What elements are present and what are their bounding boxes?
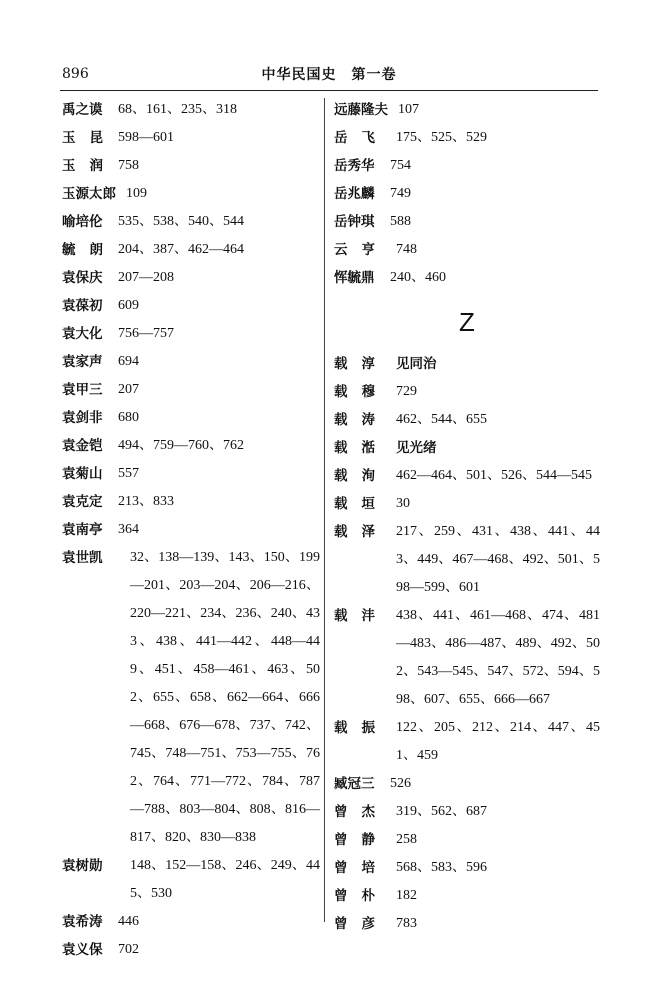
entry-name: 喻培伦 xyxy=(62,214,103,230)
entry-pages: 535、538、540、544 xyxy=(118,214,244,229)
index-entry xyxy=(62,292,320,320)
entry-name: 袁世凯 xyxy=(62,550,103,566)
index-entry xyxy=(62,852,320,908)
index-entry xyxy=(62,180,320,208)
index-entry xyxy=(334,826,600,854)
page-number: 896 xyxy=(62,66,89,82)
index-entry xyxy=(62,516,320,544)
index-entry xyxy=(334,152,600,180)
section-letter: Z xyxy=(459,307,475,337)
index-entry xyxy=(62,404,320,432)
entry-name: 玉源太郎 xyxy=(62,186,116,202)
entry-name: 载涛 xyxy=(334,412,389,428)
entry-pages: 182 xyxy=(396,888,417,903)
index-entry xyxy=(62,348,320,376)
entry-name: 袁保庆 xyxy=(62,270,103,286)
entry-name: 载洵 xyxy=(334,468,389,484)
right-column xyxy=(334,96,600,938)
index-entry xyxy=(334,602,600,714)
index-entry xyxy=(334,798,600,826)
entry-pages: 见光绪 xyxy=(396,440,437,456)
entry-name: 袁义保 xyxy=(62,942,103,958)
index-entry xyxy=(62,208,320,236)
entry-name: 袁希涛 xyxy=(62,914,103,930)
entry-pages: 494、759—760、762 xyxy=(118,438,244,453)
entry-pages: 557 xyxy=(118,466,139,481)
entry-name: 岳钟琪 xyxy=(334,214,375,230)
entry-pages: 见同治 xyxy=(396,356,437,372)
left-column xyxy=(62,96,320,964)
index-entry xyxy=(334,350,600,378)
entry-pages: 609 xyxy=(118,298,139,313)
index-entry xyxy=(334,208,600,236)
entry-name: 曾彦 xyxy=(334,916,389,932)
entry-pages: 217、259、431、438、441、443、449、467—468、492、501、598—599、601 xyxy=(396,524,600,595)
index-entry xyxy=(62,936,320,964)
index-entry xyxy=(62,96,320,124)
entry-name: 禹之谟 xyxy=(62,102,103,118)
column-divider xyxy=(324,98,325,922)
index-entry xyxy=(334,378,600,406)
entry-pages: 526 xyxy=(390,776,411,791)
index-entry xyxy=(62,236,320,264)
right-column-bottom-entries xyxy=(334,350,600,938)
index-entry xyxy=(334,490,600,518)
index-entry xyxy=(334,462,600,490)
index-entry xyxy=(334,770,600,798)
index-entry xyxy=(334,124,600,152)
index-entry xyxy=(62,908,320,936)
entry-pages: 30 xyxy=(396,496,410,511)
index-entry xyxy=(62,544,320,852)
entry-pages: 175、525、529 xyxy=(396,130,487,145)
entry-pages: 754 xyxy=(390,158,411,173)
entry-pages: 598—601 xyxy=(118,130,174,145)
entry-pages: 364 xyxy=(118,522,139,537)
entry-pages: 109 xyxy=(126,186,147,201)
entry-name: 曾静 xyxy=(334,832,389,848)
entry-pages: 568、583、596 xyxy=(396,860,487,875)
entry-pages: 207—208 xyxy=(118,270,174,285)
entry-pages: 240、460 xyxy=(390,270,446,285)
entry-name: 载穆 xyxy=(334,384,389,400)
index-entry xyxy=(334,264,600,292)
entry-name: 曾杰 xyxy=(334,804,389,820)
entry-name: 云亨 xyxy=(334,242,389,258)
entry-name: 袁大化 xyxy=(62,326,103,342)
entry-pages: 68、161、235、318 xyxy=(118,102,237,117)
entry-pages: 748 xyxy=(396,242,417,257)
entry-pages: 148、152—158、246、249、445、530 xyxy=(130,858,320,901)
entry-pages: 758 xyxy=(118,158,139,173)
index-entry xyxy=(334,236,600,264)
entry-name: 载沣 xyxy=(334,608,389,624)
entry-pages: 749 xyxy=(390,186,411,201)
entry-pages: 756—757 xyxy=(118,326,174,341)
index-entry xyxy=(334,854,600,882)
entry-name: 袁南亭 xyxy=(62,522,103,538)
entry-pages: 702 xyxy=(118,942,139,957)
index-entry xyxy=(62,376,320,404)
index-entry xyxy=(62,432,320,460)
entry-pages: 588 xyxy=(390,214,411,229)
entry-name: 袁家声 xyxy=(62,354,103,370)
entry-name: 载淳 xyxy=(334,356,389,372)
index-entry xyxy=(334,180,600,208)
index-entry xyxy=(62,460,320,488)
entry-pages: 462、544、655 xyxy=(396,412,487,427)
entry-pages: 107 xyxy=(398,102,419,117)
entry-name: 远藤隆夫 xyxy=(334,102,388,118)
index-entry xyxy=(334,434,600,462)
entry-name: 袁金铠 xyxy=(62,438,103,454)
entry-name: 载泽 xyxy=(334,524,389,540)
entry-pages: 32、138—139、143、150、199—201、203—204、206—216、220—221、234、236、240、433、438、441—442、448—449、451、458—461、463、502、655、658、662—664、666—668、676—678、737、742、745、748—751、753—755、762、764、771—772、784、787—788、803—804、808、816—817、820、830—838 xyxy=(130,550,320,845)
entry-pages: 213、833 xyxy=(118,494,174,509)
entry-name: 袁甲三 xyxy=(62,382,103,398)
index-entry xyxy=(62,488,320,516)
entry-name: 袁菊山 xyxy=(62,466,103,482)
entry-name: 袁树勋 xyxy=(62,858,103,874)
entry-pages: 258 xyxy=(396,832,417,847)
index-entry xyxy=(62,124,320,152)
entry-name: 袁克定 xyxy=(62,494,103,510)
entry-name: 臧冠三 xyxy=(334,776,375,792)
entry-pages: 446 xyxy=(118,914,139,929)
entry-pages: 680 xyxy=(118,410,139,425)
entry-name: 玉昆 xyxy=(62,130,117,146)
header-rule xyxy=(60,90,598,91)
entry-pages: 462—464、501、526、544—545 xyxy=(396,468,592,483)
entry-name: 袁葆初 xyxy=(62,298,103,314)
entry-name: 玉润 xyxy=(62,158,117,174)
entry-name: 岳兆麟 xyxy=(334,186,375,202)
index-entry xyxy=(334,714,600,770)
entry-pages: 694 xyxy=(118,354,139,369)
entry-pages: 207 xyxy=(118,382,139,397)
right-column-top-entries xyxy=(334,96,600,292)
entry-name: 曾朴 xyxy=(334,888,389,904)
entry-name: 岳飞 xyxy=(334,130,389,146)
book-title: 中华民国史 第一卷 xyxy=(261,67,397,83)
entry-name: 岳秀华 xyxy=(334,158,375,174)
index-entry xyxy=(334,96,600,124)
index-entry xyxy=(334,518,600,602)
entry-name: 曾培 xyxy=(334,860,389,876)
entry-name: 载垣 xyxy=(334,496,389,512)
page-header xyxy=(62,60,596,90)
entry-name: 恽毓鼎 xyxy=(334,270,375,286)
index-entry xyxy=(334,882,600,910)
index-entry xyxy=(62,320,320,348)
index-entry xyxy=(62,264,320,292)
index-entry xyxy=(62,152,320,180)
entry-pages: 319、562、687 xyxy=(396,804,487,819)
index-entry xyxy=(334,406,600,434)
entry-pages: 729 xyxy=(396,384,417,399)
entry-pages: 783 xyxy=(396,916,417,931)
entry-name: 载湉 xyxy=(334,440,389,456)
entry-name: 袁剑非 xyxy=(62,410,103,426)
entry-name: 毓朗 xyxy=(62,242,117,258)
entry-pages: 122、205、212、214、447、451、459 xyxy=(396,720,600,763)
entry-pages: 204、387、462—464 xyxy=(118,242,244,257)
entry-pages: 438、441、461—468、474、481—483、486—487、489、492、502、543—545、547、572、594、598、607、655、666—667 xyxy=(396,608,600,707)
entry-name: 载振 xyxy=(334,720,389,736)
index-entry xyxy=(334,910,600,938)
